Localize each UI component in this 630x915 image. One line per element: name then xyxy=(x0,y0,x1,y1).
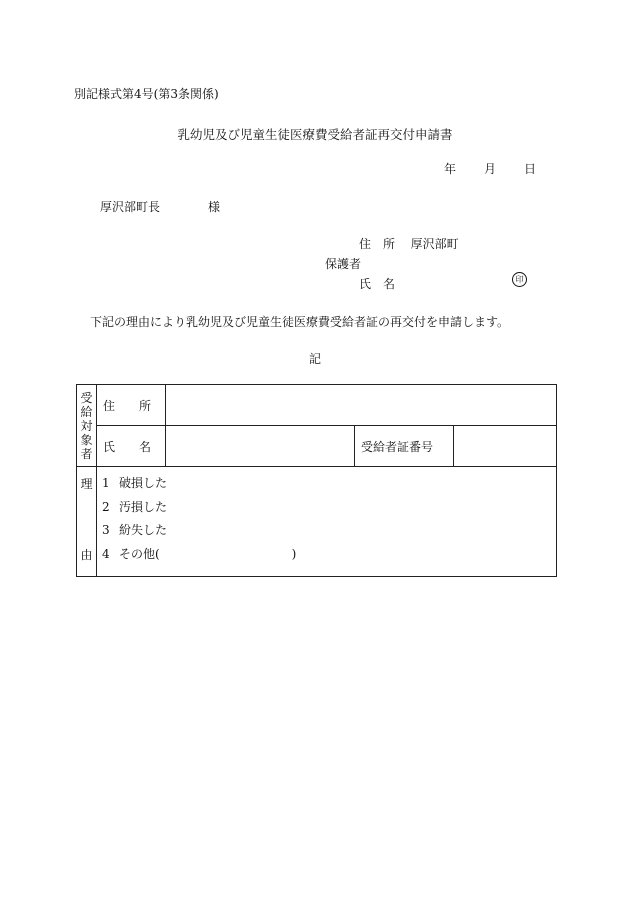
applicant-address-label: 住 所 xyxy=(359,237,396,251)
address-field[interactable] xyxy=(166,385,557,426)
reason-option[interactable]: 3 紛失した xyxy=(102,523,168,537)
guardian-label: 保護者 xyxy=(325,257,362,271)
addressee-name: 厚沢部町長 xyxy=(100,200,161,214)
application-table xyxy=(76,384,557,577)
reason-vertical-label xyxy=(77,467,97,577)
ki-heading: 記 xyxy=(308,352,321,366)
reason-options xyxy=(97,467,557,577)
addressee xyxy=(100,198,220,215)
recipient-vertical-label xyxy=(77,385,97,467)
date-month-label: 月 xyxy=(484,162,497,176)
recipient-label-char: 者 xyxy=(80,446,93,461)
table-row-name xyxy=(77,426,557,467)
recipient-label-char: 給 xyxy=(80,404,93,419)
date-day-label: 日 xyxy=(524,162,537,176)
certificate-number-field[interactable] xyxy=(454,426,557,467)
recipient-label-char: 対 xyxy=(80,418,93,433)
certificate-number-label: 受給者証番号 xyxy=(355,426,454,467)
address-label-cell: 住 所 xyxy=(97,385,166,426)
table-row-address xyxy=(77,385,557,426)
reason-option[interactable]: 1 破損した xyxy=(102,476,168,490)
form-number: 別記様式第4号(第3条関係) xyxy=(74,87,219,101)
recipient-label-char: 受 xyxy=(80,390,93,405)
applicant-name-label: 氏 名 xyxy=(359,277,396,291)
applicant-address-value: 厚沢部町 xyxy=(410,237,459,251)
applicant-address xyxy=(359,235,459,252)
seal-mark: 印 xyxy=(512,272,527,287)
body-text: 下記の理由により乳幼児及び児童生徒医療費受給者証の再交付を申請します。 xyxy=(90,315,510,329)
table-row-reason xyxy=(77,467,557,577)
name-field[interactable] xyxy=(166,426,355,467)
document-title: 乳幼児及び児童生徒医療費受給者証再交付申請書 xyxy=(177,127,453,142)
reason-option[interactable]: 2 汚損した xyxy=(102,499,168,514)
addressee-honorific: 様 xyxy=(208,200,221,214)
recipient-label-char: 象 xyxy=(80,432,93,447)
reason-label-char: 理 xyxy=(80,477,93,491)
date-year-label: 年 xyxy=(444,162,457,176)
name-label-cell: 氏 名 xyxy=(97,426,166,467)
reason-option[interactable]: 4 その他( ) xyxy=(102,546,297,561)
reason-label-char: 由 xyxy=(80,548,93,562)
date-line xyxy=(444,160,536,177)
